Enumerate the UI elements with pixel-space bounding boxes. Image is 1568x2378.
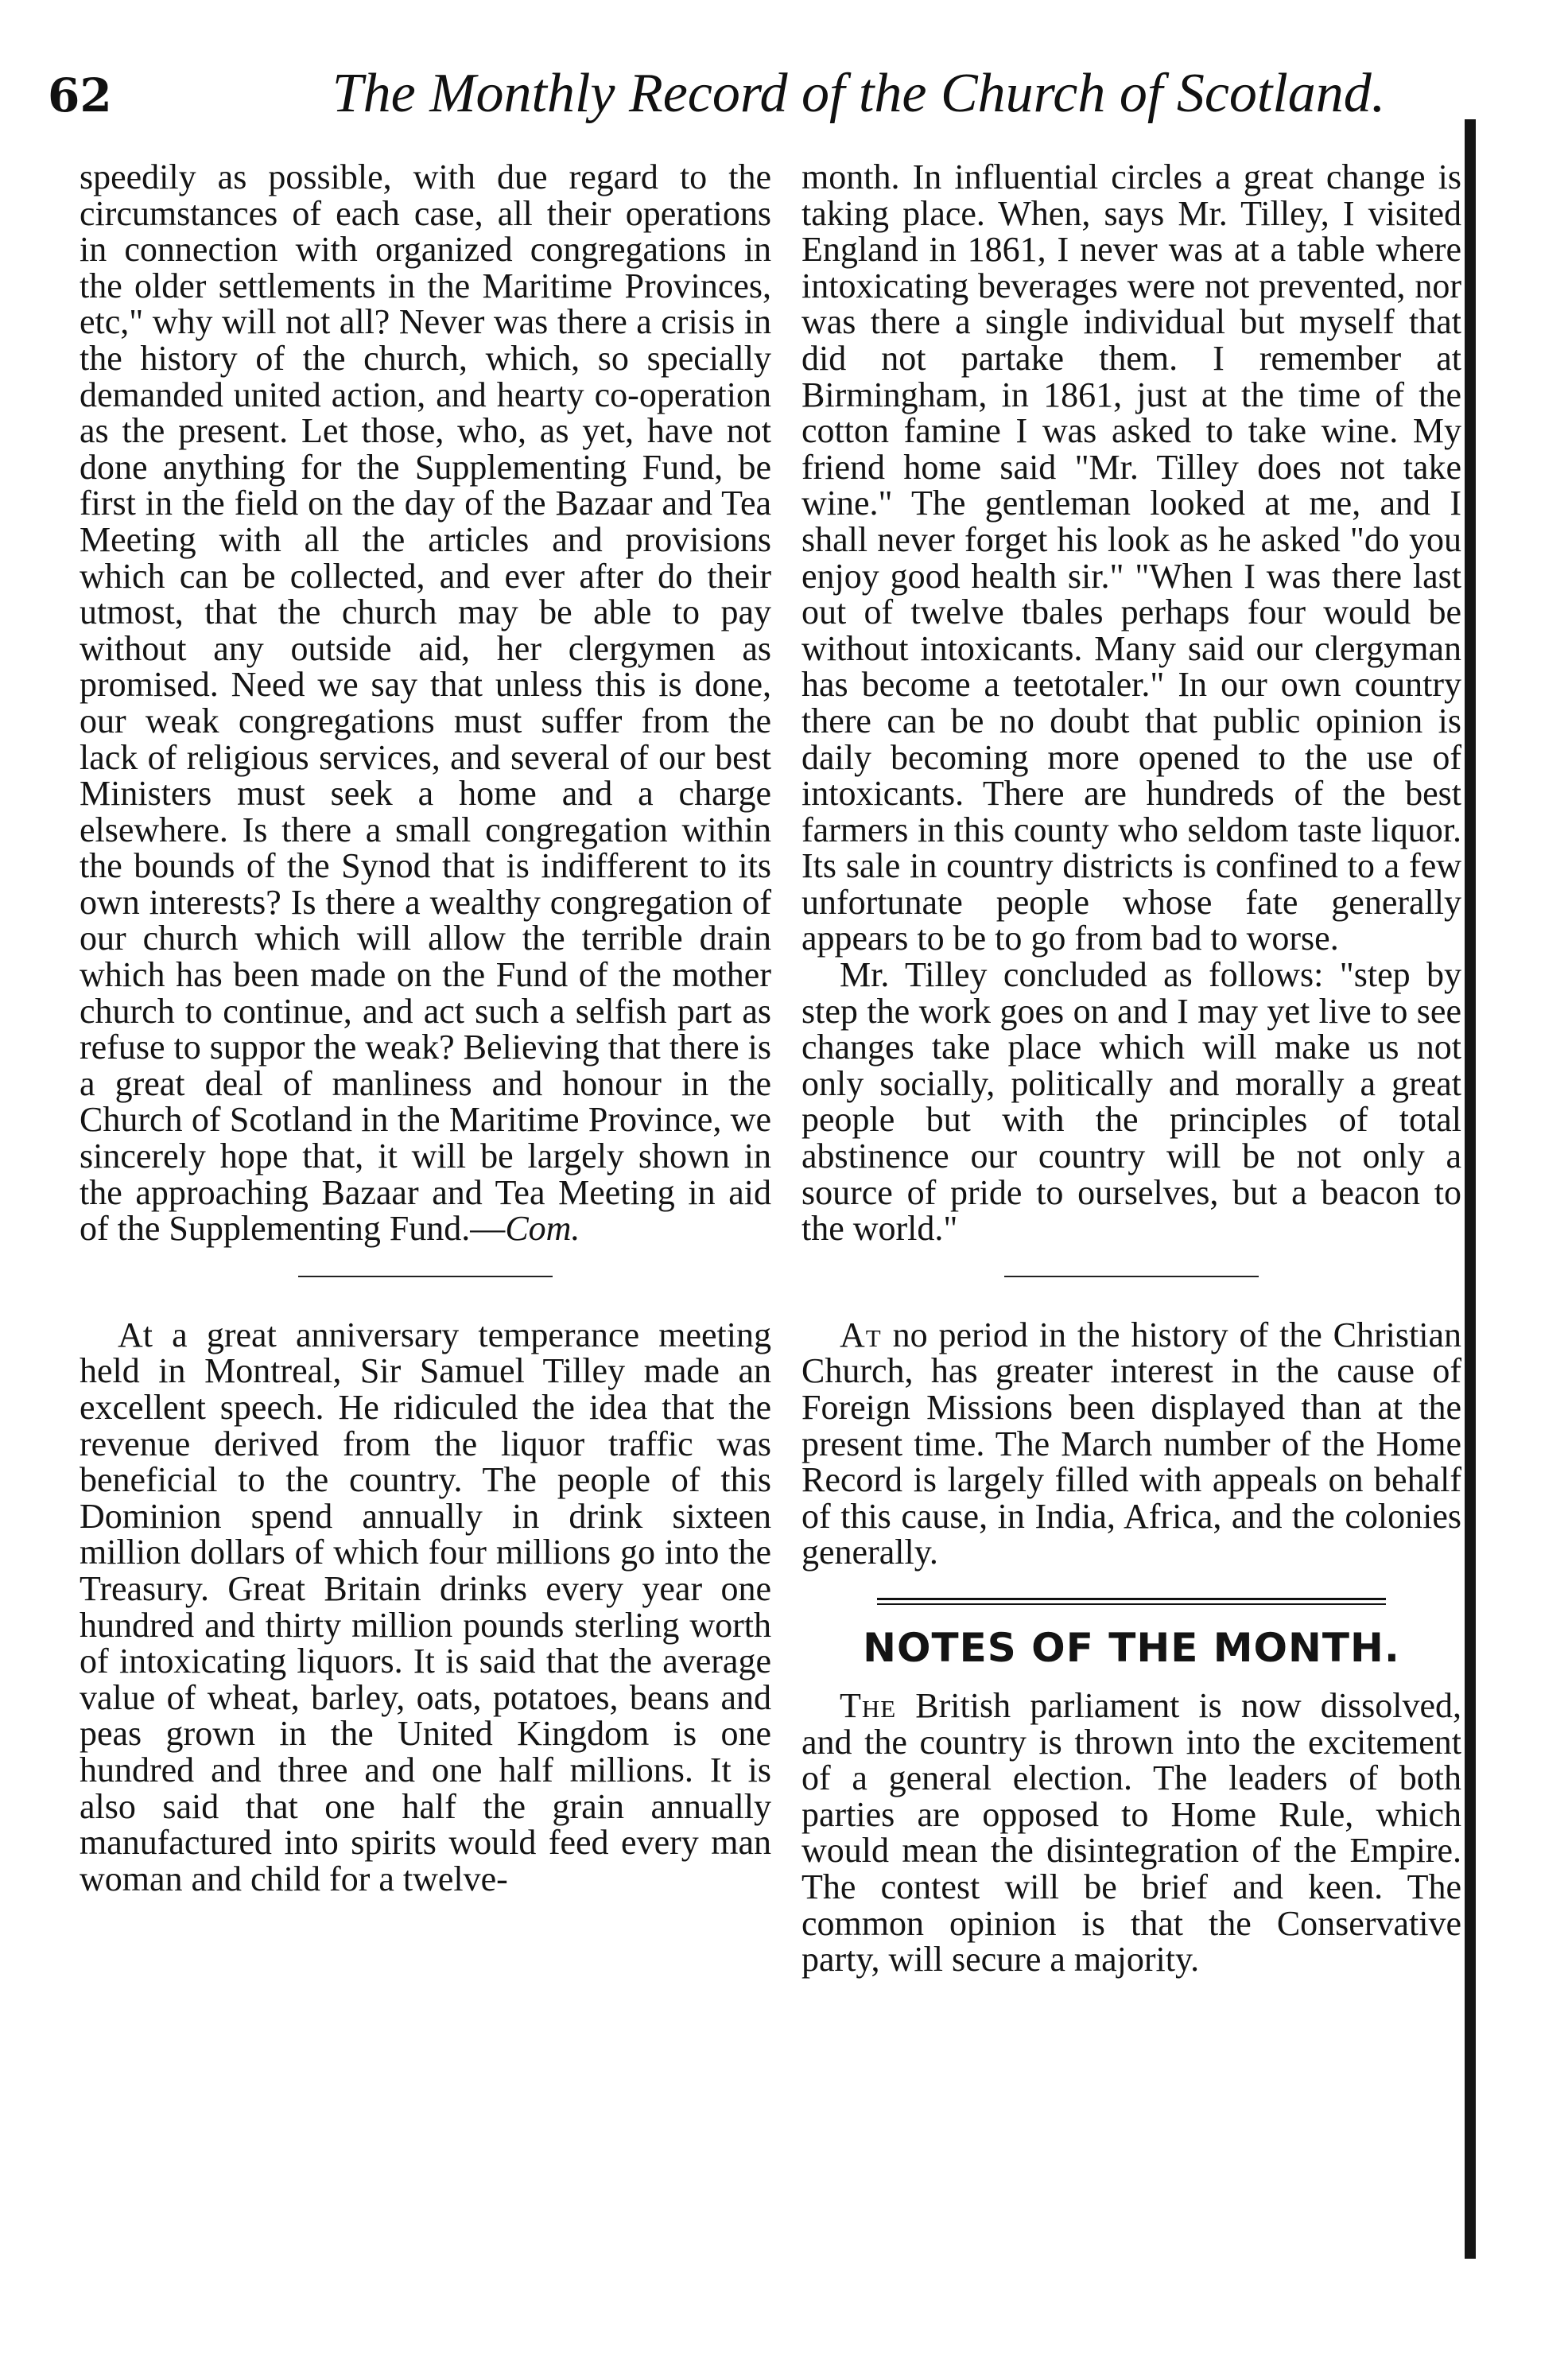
paragraph-text: British parliament is now dissolved, and the country is thrown into the excitement of a general election. The leaders of both parties are opposed to Home Rule, which would mean the disintegration of the Empire. The contest will be brief and keen. The common opinion is that the Conservative party, will secure a majority. bbox=[801, 1685, 1461, 1980]
tilley-continued-paragraph: month. In influential circles a great change is taking place. When, says Mr. Tilley, I visited England in 1861, I never was at a table where intoxicating beverages were not prevented, nor was there a single individual but myself that did not partake them. I remember at Birmingham, in 1861, just at the time of the cotton famine I was asked to take wine. My friend home said "Mr. Tilley does not take wine." The gentleman looked at me, and I shall never forget his look as he asked "do you enjoy good health sir." "When I was there last out of twelve tbales perhaps four would be without intoxicants. Many said our clergyman has become a teetotaler." In our own country there can be no doubt that public opinion is daily becoming more opened to the use of intoxicants. There are hundreds of the best farmers in this county who seldom taste liquor. Its sale in country districts is confined to a few unfortunate people whose fate generally appears to be to go from bad to worse. bbox=[801, 157, 1461, 958]
signature: Com. bbox=[505, 1209, 580, 1249]
right-column bbox=[801, 159, 1461, 1978]
temperance-paragraph: At a great anniversary temperance meeting held in Montreal, Sir Samuel Tilley made an excellent speech. He ridiculed the idea that the revenue derived from the liquor traffic was beneficial to the country. The people of this Dominion spend annually in drink sixteen million dollars of which four millions go into the Treasury. Great Britain drinks every year one hundred and thirty million pounds sterling worth of intoxicating liquors. It is said that the average value of wheat, barley, oats, potatoes, beans and peas grown in the United Kingdom is one hundred and three and one half millions. It is also said that one half the grain annually manufactured into spirits would feed every man woman and child for a twelve- bbox=[80, 1315, 771, 1898]
page-header bbox=[48, 62, 1447, 142]
lead-word: At bbox=[840, 1315, 882, 1354]
section-divider bbox=[298, 1276, 553, 1277]
parliament-paragraph bbox=[801, 1685, 1461, 1980]
section-divider bbox=[1004, 1276, 1259, 1277]
lead-word: The bbox=[840, 1685, 897, 1725]
foreign-missions-paragraph bbox=[801, 1317, 1461, 1571]
tilley-conclusion-paragraph: Mr. Tilley concluded as follows: "step by step the work goes on and I may yet live to see changes take place which will make us not only socially, politically and morally a great people but with the principles of total abstinence our country will be not only a source of pride to ourselves, but a beacon to the world." bbox=[801, 955, 1461, 1249]
supplementing-fund-paragraph bbox=[80, 159, 771, 1247]
paragraph-text: speedily as possible, with due regard to the circumstances of each case, all their operations in connection with organized congregations in the older settlements in the Maritime Provinces, etc," why will not all? Never was there a crisis in the history of the church, which, so specially demanded united action, and hearty co-operation as the present. Let those, who, as yet, have not done anything for the Supplementing Fund, be first in the field on the day of the Bazaar and Tea Meeting with all the articles and provisions which can be collected, and ever after do their utmost, that the church may be able to pay without any outside aid, her clergymen as promised. Need we say that unless this is done, our weak congregations must suffer from the lack of religious services, and several of our best Ministers must seek a home and a charge elsewhere. Is there a small congregation within the bounds of the Synod that is indifferent to its own interests? Is there a wealthy congregation of our church which will allow the terrible drain which has been made on the Fund of the mother church to continue, and act such a selfish part as refuse to suppor the weak? Believing that there is a great deal of manliness and honour in the Church of Scotland in the Maritime Province, we sincerely hope that, it will be largely shown in the approaching Bazaar and Tea Meeting in aid of the Supplementing Fund.— bbox=[80, 157, 771, 1249]
paragraph-text: no period in the history of the Christian Church, has greater interest in the cause of Foreign Missions been displayed than at the present time. The March number of the Home Record is largely filled with appeals on behalf of this cause, in India, Africa, and the colonies generally. bbox=[801, 1315, 1461, 1572]
running-title: The Monthly Record of the Church of Scotland. bbox=[332, 63, 1386, 124]
double-rule bbox=[877, 1598, 1386, 1605]
section-heading: NOTES OF THE MONTH. bbox=[863, 1624, 1400, 1671]
left-column bbox=[80, 159, 771, 1897]
page-edge-shadow bbox=[1465, 119, 1476, 2259]
page-number: 62 bbox=[48, 68, 112, 122]
